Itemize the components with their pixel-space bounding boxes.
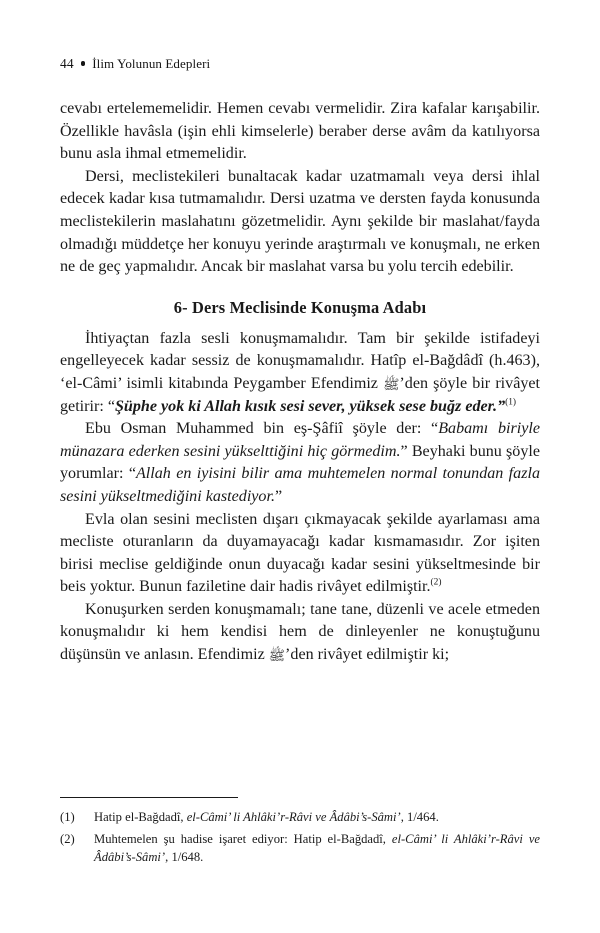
section-heading: 6- Ders Meclisinde Konuşma Adabı (173, 297, 427, 317)
paragraph-3-text-a: İhtiyaçtan fazla sesli konuşmamalıdır. Tam bir şekilde istifadeyi engelleyecek kadar sessiz de konuşmamalıdır. Hatîp el-Bağdâdî (h.463), ‘el-Câmi’ isimli kitabında Peygamber Efendimiz (60, 329, 540, 392)
footnote-item-1 (60, 808, 540, 827)
salawat-glyph-icon: ﷺ (383, 376, 400, 393)
footnote-number-2: (2) (60, 831, 75, 846)
footnote-item-2 (60, 830, 540, 867)
paragraph-6-text-a: Konuşurken serden konuşmamalı; tane tane, düzenli ve acele etmeden konuşmalıdır ki hem kendisi hem de dinleyenler ne konuştuğunu düşünsün ve anlasın. Efendimiz (60, 600, 540, 664)
paragraph-3-text-b: ’den şöyle bir rivâyet getirir: “ (60, 374, 541, 415)
paragraph-3-text-c: ” (497, 397, 506, 415)
salawat-glyph-icon-2: ﷺ (268, 648, 286, 665)
footnote-marker-1[interactable]: (1) (505, 397, 517, 408)
page-number: 44 (60, 56, 74, 71)
footnote-number-1: (1) (60, 810, 75, 824)
paragraph-5 (60, 509, 540, 599)
quote-beyhaki: Allah en iyisini bilir ama muhtemelen normal tonundan fazla sesini yükseltmediğini kastediyor. (60, 465, 540, 505)
footnote-2-pre: Muhtemelen şu hadise işaret ediyor: Hatip el-Bağdadî, (94, 831, 392, 846)
running-head (60, 56, 210, 72)
paragraph-4-text-c: ” (275, 487, 283, 505)
running-head-title: İlim Yolunun Edepleri (92, 56, 211, 71)
bullet-dot-icon (81, 61, 86, 66)
quote-safii: Babamı biriyle münazara ederken sesini yükselttiğini hiç görmedim. (60, 420, 540, 460)
paragraph-6 (60, 599, 540, 667)
paragraph-6-text-b: ’den rivâyet edilmiştir ki; (285, 646, 450, 664)
footnote-separator-rule (60, 797, 238, 798)
hadith-quote-1: Şüphe yok ki Allah kısık sesi sever, yüksek sese buğz eder. (114, 397, 498, 415)
footnote-1-post: , 1/464. (400, 810, 439, 824)
paragraph-1: cevabı ertelememelidir. Hemen cevabı vermelidir. Zira kafalar karışabilir. Özellikle havâsla (işin ehli kimselerle) beraber derse avâm da katılıyorsa bunu asla ihmal etmemelidir. (60, 100, 540, 163)
footnote-1-pre: Hatip el-Bağdadî, (94, 810, 187, 824)
footnote-1-title: el-Câmi’ li Ahlâki’r-Râvi ve Âdâbi’s-Sâmi’ (186, 810, 401, 824)
paragraph-4 (60, 418, 540, 508)
footnote-2-post: , 1/648. (165, 850, 204, 864)
paragraph-2: Dersi, meclistekileri bunaltacak kadar uzatmamalı veya dersi ihlal edecek kadar kısa tutmamalıdır. Dersi uzatma ve dersten fayda konusunda meclistekilerin maslahatını gözetmelidir. Aynı şekilde bir maslahat/fayda olmadığı müddetçe her konuyu yerinde araştırmalı ve konuşmalı, ne erken ne de geç yapmalıdır. Ancak bir maslahat varsa bu yolu tercih edebilir. (60, 167, 540, 276)
paragraph-4-text-a: Ebu Osman Muhammed bin eş-Şâfiî şöyle der: “ (85, 420, 439, 438)
footnotes-section (60, 797, 540, 870)
body-text-column (60, 98, 540, 667)
paragraph-4-text-b: ” Beyhaki bunu şöyle yorumlar: “ (60, 442, 540, 483)
paragraph-5-text: Evla olan sesini meclisten dışarı çıkmayacak şekilde ayarlaması ama mecliste oturanların da duyamayacağı kadar kısmamasıdır. Zor işiten birisi meclise geldiğinde onun duyacağı kadar sesini yükseltmesinde bir beis yoktur. Bunun faziletine dair hadis rivâyet edilmiştir. (60, 510, 540, 596)
footnote-marker-2[interactable]: (2) (430, 577, 442, 588)
paragraph-3 (60, 328, 540, 418)
footnote-2-title: el-Câmi’ li Ahlâki’r-Râvi ve Âdâbi’s-Sâmi’ (94, 831, 540, 864)
